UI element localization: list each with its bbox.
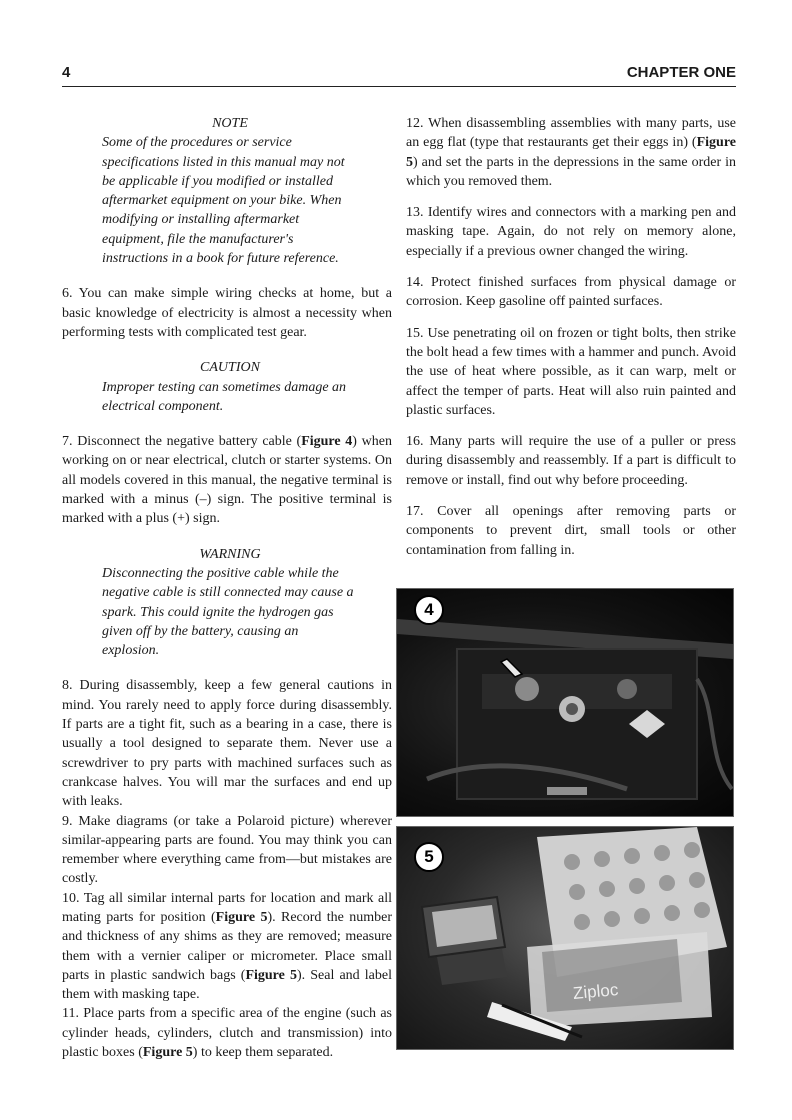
item-12: 12. When disassembling assemblies with many parts, use an egg flat (type that restaurants get their eggs in) (Figure 5) and set the parts in the depressions in the same order in which you removed them. — [406, 116, 736, 189]
left-column — [62, 114, 392, 1062]
warning-text: Disconnecting the positive cable while the negative cable is still connected may cause a spark. This could ignite the hydrogen gas given off by the battery, causing an explosion. — [102, 565, 354, 659]
item-7: 7. Disconnect the negative battery cable (Figure 4) when working on or near electrical, clutch or starter systems. On all models covered in this manual, the negative terminal is marked with a minus (–) sign. The positive terminal is marked with a plus (+) sign. — [62, 434, 392, 527]
caution-block — [102, 358, 358, 416]
item-16: 16. Many parts will require the use of a puller or press during disassembly and reassembly. If a part is difficult to remove or install, find out why before proceeding. — [406, 434, 736, 488]
item-8: 8. During disassembly, keep a few general cautions in mind. You rarely need to apply force during disassembly. If parts are a tight fit, such as a bearing in a case, there is usually a tool designed to separate them. Never use a screwdriver to pry parts with machined surfaces such as crankcase halves. You will mar the surfaces and end up with leaks. — [62, 678, 392, 810]
page-number: 4 — [62, 64, 71, 81]
item-15: 15. Use penetrating oil on frozen or tight bolts, then strike the bolt head a few times with a hammer and punch. Avoid the use of heat where possible, as it can warp, melt or affect the temper of parts. Heat will also ruin painted and plastic surfaces. — [406, 325, 736, 418]
ziploc-bag-label: Ziploc — [572, 980, 620, 1003]
figure-5-ref: Figure 5 — [215, 909, 268, 925]
header-rule — [62, 86, 736, 87]
figure-4-number: 4 — [414, 595, 444, 625]
item-13: 13. Identify wires and connectors with a marking pen and masking tape. Again, do not rely on memory alone, especially if a previous owner changed the wiring. — [406, 205, 736, 259]
warning-title: WARNING — [199, 546, 261, 562]
note-block — [102, 114, 358, 268]
page-header — [62, 64, 736, 86]
note-text: Some of the procedures or service specifications listed in this manual may not be applicable if you modified or installed aftermarket equipment on your bike. When modifying or installing aftermarket equipment, file the manufacturer's instructions in a book for future reference. — [102, 135, 345, 267]
item-17: 17. Cover all openings after removing parts or components to prevent dirt, small tools or other contamination from falling in. — [406, 504, 736, 558]
figure-5-ref: Figure 5 — [406, 135, 736, 170]
note-title: NOTE — [212, 116, 248, 131]
caution-text: Improper testing can sometimes damage an electrical component. — [102, 379, 347, 414]
item-9: 9. Make diagrams (or take a Polaroid picture) wherever similar-appearing parts are found. You may think you can remember where everything came from—but mistakes are costly. — [62, 813, 392, 887]
item-11: 11. Place parts from a specific area of the engine (such as cylinder heads, cylinders, clutch and transmission) into plastic boxes (Figure 5) to keep them separated. — [62, 1006, 392, 1061]
figure-5-number: 5 — [414, 842, 444, 872]
caution-title: CAUTION — [200, 360, 260, 376]
figure-5-ref: Figure 5 — [245, 967, 297, 983]
chapter-title: CHAPTER ONE — [626, 64, 736, 81]
figure-5-ref: Figure 5 — [142, 1045, 193, 1061]
battery-illustration — [397, 589, 733, 816]
right-column — [406, 114, 736, 560]
parts-storage-illustration — [397, 827, 733, 1049]
item-6: 6. You can make simple wiring checks at home, but a basic knowledge of electricity is almost a necessity when performing tests with complicated test gear. — [62, 286, 392, 340]
warning-block — [102, 545, 358, 661]
item-14: 14. Protect finished surfaces from physical damage or corrosion. Keep gasoline off painted surfaces. — [406, 275, 736, 310]
figure-4-photo — [396, 588, 734, 817]
item-10: 10. Tag all similar internal parts for location and mark all mating parts for position (Figure 5). Record the number and thickness of any shims as they are removed; measure them with a vernier caliper or micrometer. Place small parts in plastic sandwich bags (Figure 5). Seal and label them with masking tape. — [62, 890, 393, 1003]
figure-5-photo — [396, 826, 734, 1050]
figure-4-ref: Figure 4 — [301, 434, 353, 450]
